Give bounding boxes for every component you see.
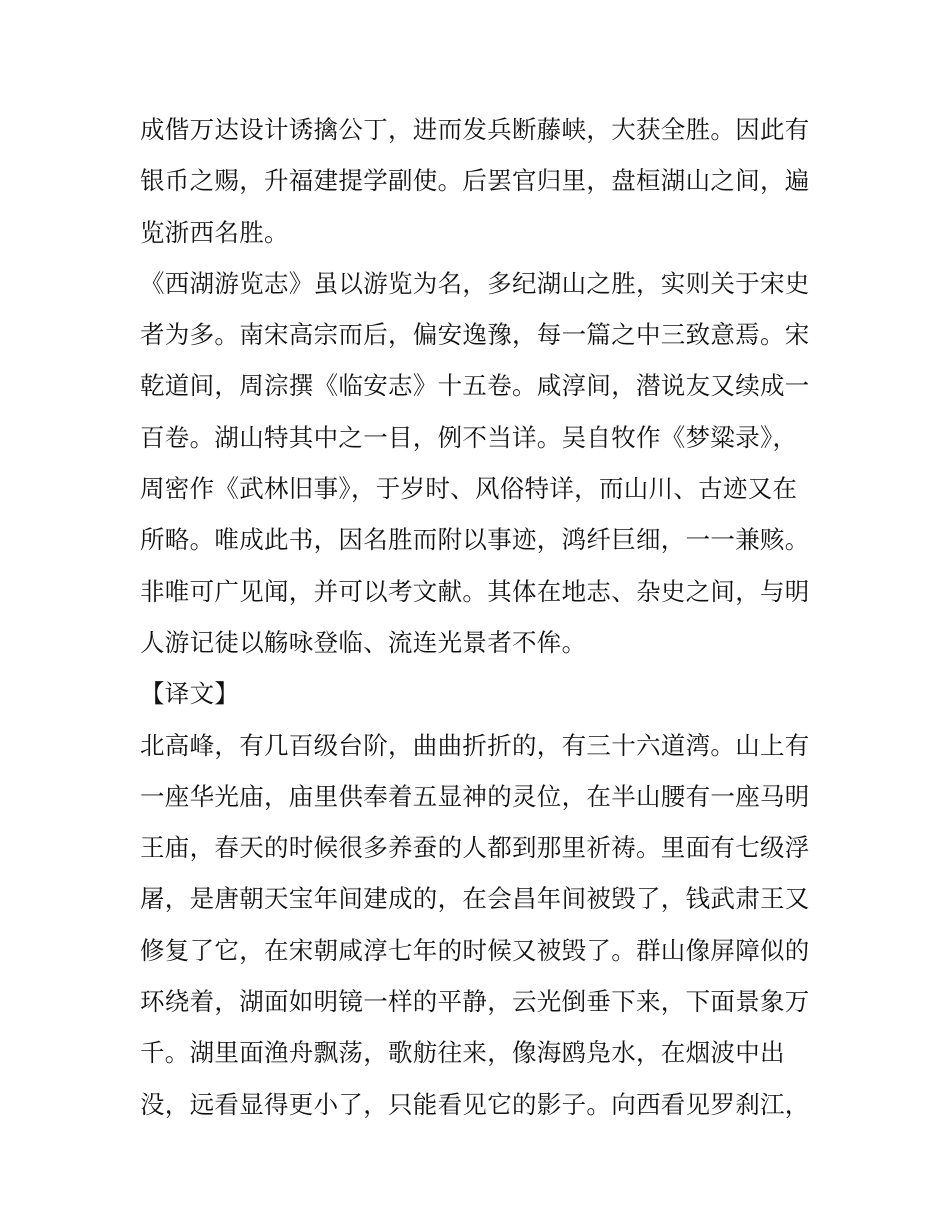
text-line: 银币之赐，升福建提学副使。后罢官归里，盘桓湖山之间，遍 <box>140 166 810 196</box>
text-line: 没，远看显得更小了，只能看见它的影子。向西看见罗刹江， <box>140 1089 810 1119</box>
text-line: 者为多。南宋高宗而后，偏安逸豫，每一篇之中三致意焉。宋 <box>140 320 810 350</box>
text-line: 百卷。湖山特其中之一目，例不当详。吴自牧作《梦粱录》， <box>140 422 798 452</box>
text-line: 一座华光庙，庙里供奉着五显神的灵位，在半山腰有一座马明 <box>140 781 810 811</box>
text-line: 乾道间，周淙撰《临安志》十五卷。咸淳间，潜说友又续成一 <box>140 371 810 401</box>
text-line: 人游记徒以觞咏登临、流连光景者不侔。 <box>140 627 587 657</box>
text-line: 周密作《武林旧事》，于岁时、风俗特详，而山川、古迹又在 <box>140 474 798 504</box>
text-line: 王庙，春天的时候很多养蚕的人都到那里祈祷。里面有七级浮 <box>140 833 810 863</box>
text-line: 千。湖里面渔舟飘荡，歌舫往来，像海鸥凫水，在烟波中出 <box>140 1038 785 1068</box>
text-line: 修复了它，在宋朝咸淳七年的时候又被毁了。群山像屏障似的 <box>140 935 810 965</box>
document-body-text <box>140 104 820 1130</box>
text-line: 成偕万达设计诱擒公丁，进而发兵断藤峡，大获全胜。因此有 <box>140 115 810 144</box>
text-line: 屠，是唐朝天宝年间建成的，在会昌年间被毁了，钱武肃王又 <box>140 884 810 914</box>
text-line: 北高峰，有几百级台阶，曲曲折折的，有三十六道湾。山上有 <box>140 730 810 760</box>
text-line: 环绕着，湖面如明镜一样的平静，云光倒垂下来，下面景象万 <box>140 987 810 1017</box>
text-line: 览浙西名胜。 <box>140 217 289 247</box>
text-line: 所略。唯成此书，因名胜而附以事迹，鸿纤巨细，一一兼赅。 <box>140 525 810 555</box>
text-line: 《西湖游览志》虽以游览为名，多纪湖山之胜，实则关于宋史 <box>140 268 810 298</box>
text-line: 非唯可广见闻，并可以考文献。其体在地志、杂史之间，与明 <box>140 576 810 606</box>
section-heading-translation: 【译文】 <box>140 679 240 709</box>
